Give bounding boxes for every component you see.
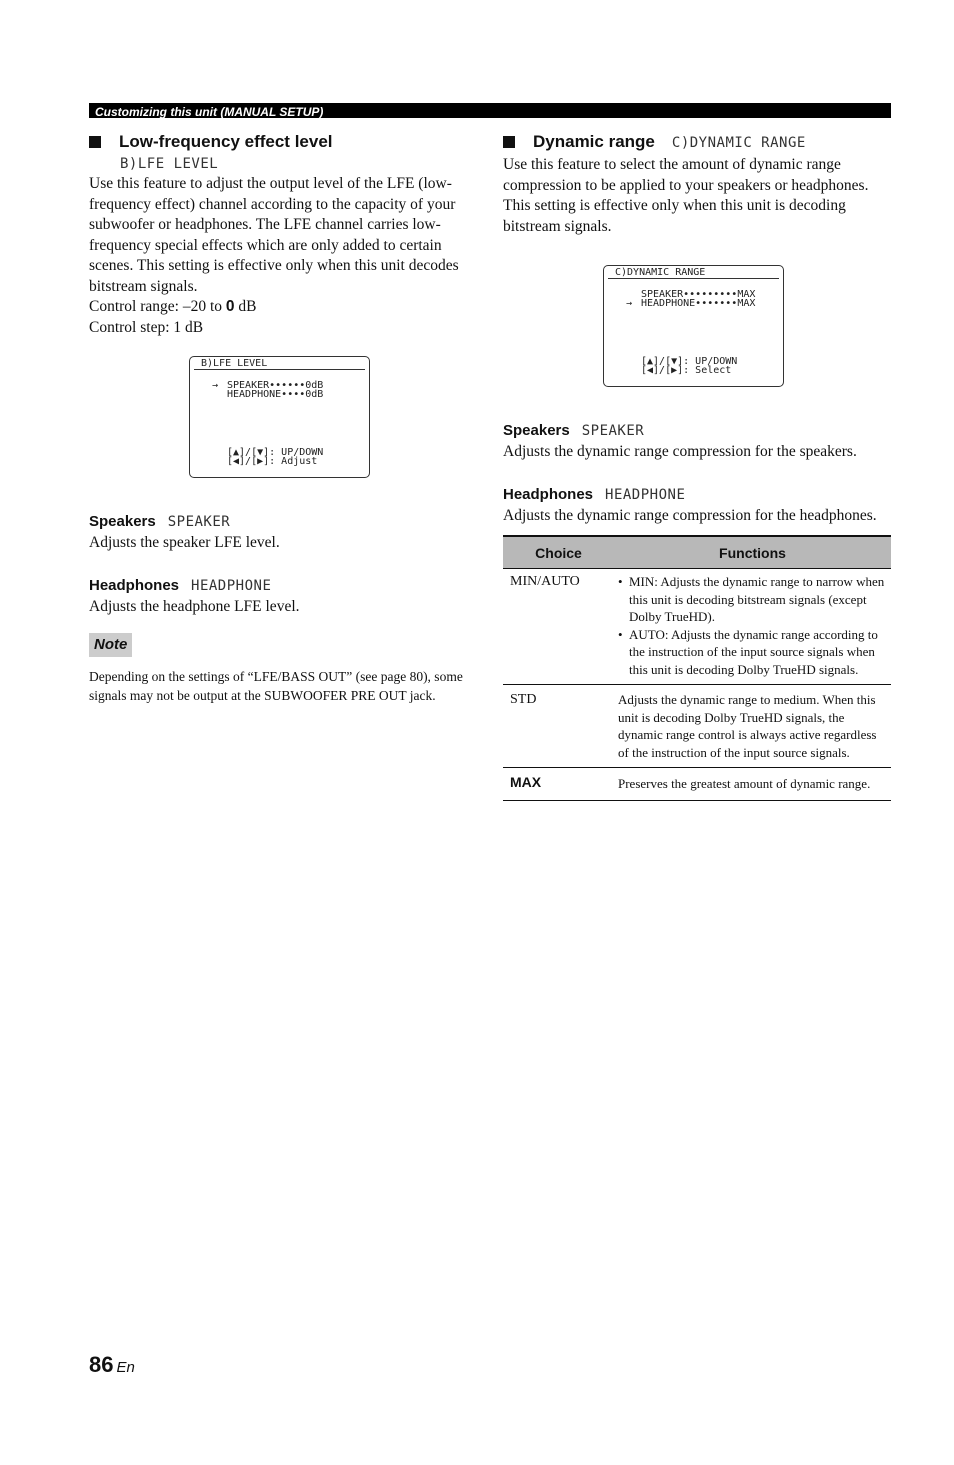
lfe-lcd-title: B)LFE LEVEL: [120, 156, 219, 172]
table-row: [503, 685, 891, 768]
choice-cell: MIN/AUTO: [503, 569, 614, 685]
left-column: [89, 130, 479, 705]
dynamic-range-description: Use this feature to select the amount of dynamic range compression to be applied to your speakers or headphones. This setting is effective only when this unit is decoding bitstream signals.: [503, 156, 869, 235]
note-label: Note: [89, 633, 132, 657]
bullet-item: • MIN: Adjusts the dynamic range to narrow when this unit is decoding bitstream signals (except Dolby TrueHD).: [629, 573, 885, 626]
lfe-description: Use this feature to adjust the output level of the LFE (low-frequency effect) channel according to the capacity of your subwoofer or headphones. The LFE channel carries low-frequency special effects which are only added to certain scenes. This setting is effective only when this unit decodes bitstream signals.: [89, 175, 459, 295]
table-row: [503, 569, 891, 685]
osd-title: C)DYNAMIC RANGE: [615, 267, 706, 278]
running-header-text: Customizing this unit (MANUAL SETUP): [95, 105, 324, 119]
square-bullet-icon: [503, 136, 515, 148]
page-number: 86 En: [89, 1352, 135, 1377]
function-cell: Adjusts the dynamic range to medium. When this unit is decoding Dolby TrueHD signals, the dynamic range control is always active regardless of the instruction of the input source signals.: [614, 685, 891, 768]
osd-cursor-arrow: →: [212, 380, 219, 391]
square-bullet-icon: [89, 136, 101, 148]
dynamic-range-table: [503, 535, 891, 801]
lfe-speakers-heading: Speakers SPEAKER: [89, 513, 231, 530]
note-text: Depending on the settings of “LFE/BASS OUT” (see page 80), some signals may not be output at the SUBWOOFER PRE OUT jack.: [89, 669, 463, 703]
bullet-item: • AUTO: Adjusts the dynamic range according to the instruction of the input source signals when this unit is decoding Dolby TrueHD signals.: [629, 626, 885, 679]
osd-nav-updown: [▲]/[▼]: UP/DOWN: [227, 447, 324, 458]
dynamic-range-osd-screen: [603, 265, 784, 387]
lfe-headphones-desc: Adjusts the headphone LFE level.: [89, 597, 300, 615]
osd-cursor-arrow: →: [626, 298, 633, 309]
osd-nav-adjust: [◀]/[▶]: Adjust: [227, 456, 318, 467]
right-column: [503, 130, 891, 801]
table-row: [503, 768, 891, 801]
dr-headphones-desc: Adjusts the dynamic range compression for the headphones.: [503, 506, 877, 524]
osd-row-headphone: HEADPHONE•••••••MAX: [641, 298, 756, 309]
osd-title: B)LFE LEVEL: [201, 358, 268, 369]
lfe-section-title: Low-frequency effect level: [89, 130, 479, 154]
dr-speakers-desc: Adjusts the dynamic range compression for the speakers.: [503, 443, 857, 460]
lfe-speakers-desc: Adjusts the speaker LFE level.: [89, 534, 280, 551]
choice-cell: MAX: [503, 768, 614, 801]
dr-speakers-heading: Speakers SPEAKER: [503, 422, 645, 439]
osd-row-headphone: HEADPHONE••••0dB: [227, 389, 324, 400]
osd-row-speaker: SPEAKER••••••0dB: [227, 380, 324, 391]
table-header-functions: Functions: [614, 536, 891, 569]
lfe-osd-screen: [189, 356, 370, 478]
choice-cell: STD: [503, 685, 614, 768]
dynamic-range-section-title: Dynamic range C)DYNAMIC RANGE: [503, 130, 891, 155]
lfe-headphones-heading: Headphones HEADPHONE: [89, 576, 272, 594]
dr-headphones-heading: Headphones HEADPHONE: [503, 485, 686, 503]
lfe-control-range: Control range: –20 to 0 dB: [89, 298, 257, 315]
table-header-choice: Choice: [503, 536, 614, 569]
running-header: [89, 103, 891, 118]
function-cell: [614, 569, 891, 685]
osd-nav-updown: [▲]/[▼]: UP/DOWN: [641, 356, 738, 367]
lfe-control-step: Control step: 1 dB: [89, 318, 204, 336]
function-cell: Preserves the greatest amount of dynamic range.: [614, 768, 891, 801]
osd-row-speaker: SPEAKER•••••••••MAX: [641, 289, 756, 300]
osd-nav-select: [◀]/[▶]: Select: [641, 365, 732, 376]
